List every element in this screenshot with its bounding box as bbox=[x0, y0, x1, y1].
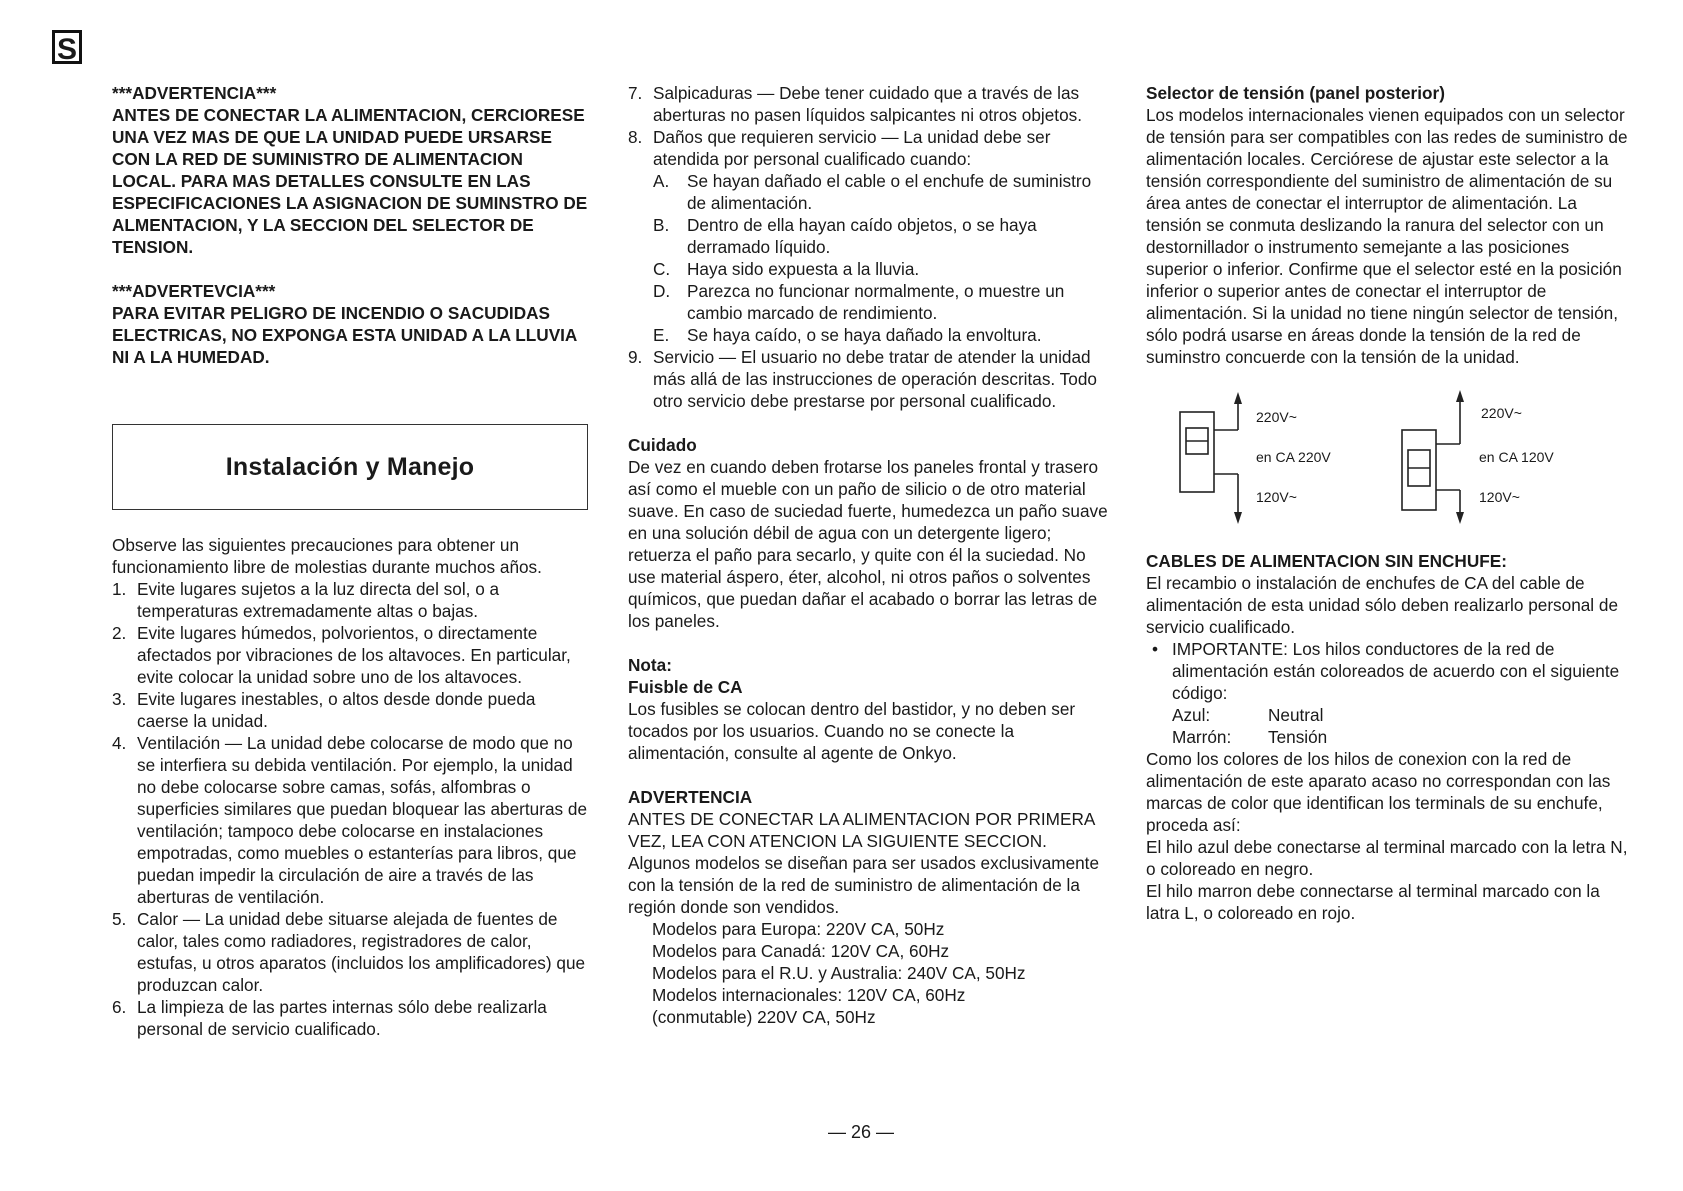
switch-120-graphic bbox=[1402, 390, 1464, 524]
voltage-selector-diagram bbox=[1146, 390, 1636, 550]
intro-text: Observe las siguientes precauciones para obtener un funcionamiento libre de molestias durante muchos años. bbox=[112, 535, 542, 577]
sub-item: B. Dentro de ella hayan caído objetos, o se haya derramado líquido. bbox=[653, 215, 1037, 257]
list-item: 5. Calor — La unidad debe situarse alejada de fuentes de calor, tales como radiadores, registradores de calor, estufas, u otros aparatos (incluidos los amplificadores) que produzcan calor. bbox=[112, 909, 586, 995]
list-item: 9. Servicio — El usuario no debe tratar de atender la unidad más allá de las instrucciones de operación descritas. Todo otro servicio debe prestarse por personal cualificado. bbox=[628, 347, 1097, 411]
cables-text: El recambio o instalación de enchufes de CA del cable de alimentación de esta unidad sólo deben realizarlo personal de servicio cualificado. bbox=[1146, 573, 1619, 637]
color-code-row: Azul: Neutral bbox=[1172, 705, 1324, 725]
right-top-label: 220V~ bbox=[1481, 405, 1522, 421]
service-sublist bbox=[653, 170, 1108, 346]
model-line: Modelos internacionales: 120V CA, 60Hz bbox=[652, 985, 966, 1005]
column-left bbox=[112, 82, 588, 1040]
blue-wire-text: El hilo azul debe conectarse al terminal marcado con la letra N, o coloreado en negro. bbox=[1146, 837, 1628, 879]
bullet-icon: • bbox=[1152, 639, 1159, 659]
warning2-text: PARA EVITAR PELIGRO DE INCENDIO O SACUDIDAS ELECTRICAS, NO EXPONGA ESTA UNIDAD A LA LLUVIA NI A LA HUMEDAD. bbox=[112, 303, 577, 367]
model-line: Modelos para Canadá: 120V CA, 60Hz bbox=[652, 941, 950, 961]
selector-text: Los modelos internacionales vienen equipados con un selector de tensión para ser compatibles con las redes de suministro de alimentación locales. Cerciórese de ajustar este selector a la tensión correspondiente del suministro de alimentación de su área antes de conectar el interruptor de alimentación. La tensión se conmuta deslizando la ranura del selector con un destornillador o instrumento semejante a las posiciones superior o inferior. Confirme que el selector esté en la posición inferior o superior antes de conectar el interruptor de alimentación. Si la unidad no tiene ningún selector de tensión, sólo podrá usarse en áreas donde la tensión de la red de suminstro concuerde con la tensión de la unidad. bbox=[1146, 105, 1628, 367]
warning1-text: ANTES DE CONECTAR LA ALIMENTACION, CERCIORESE UNA VEZ MAS DE QUE LA UNIDAD PUEDE URSARSE CON LA RED DE SUMINISTRO DE ALIMENTACION LOCAL. PARA MAS DETALLES CONSULTE EN LAS ESPECIFICACIONES LA ASIGNACION DE SUMINSTRO DE ALMENTACION, Y LA SECCION DEL SELECTOR DE TENSION. bbox=[112, 105, 588, 257]
cables-title: CABLES DE ALIMENTACION SIN ENCHUFE: bbox=[1146, 551, 1507, 571]
page-number: — 26 — bbox=[828, 1122, 895, 1142]
care-title: Cuidado bbox=[628, 435, 697, 455]
list-item: 8. Daños que requieren servicio — La unidad debe ser atendida por personal cualificado cuando: A. Se hayan dañado el cable o el enchufe de suministro de alimentación. B. Dentro de ella hayan caído objetos, o se haya derramado líquido. C. Haya sido expuesta a la lluvia. D. Parezca no funcionar normalmente, o muestre un cambio marcado de rendimiento. E. Se haya caído, o se haya dañado la envoltura. bbox=[628, 126, 1108, 346]
sub-item: A. Se hayan dañado el cable o el enchufe de suministro de alimentación. bbox=[653, 171, 1092, 213]
important-note: • IMPORTANTE: Los hilos conductores de la red de alimentación están coloreados de acuerdo con el siguiente código: Azul: Neutral Marrón: Tensión bbox=[1146, 638, 1636, 748]
selector-title: Selector de tensión (panel posterior) bbox=[1146, 83, 1445, 103]
advertencia-title: ADVERTENCIA bbox=[628, 787, 753, 807]
sub-item: E. Se haya caído, o se haya dañado la envoltura. bbox=[653, 325, 1042, 345]
sub-item: C. Haya sido expuesta a la lluvia. bbox=[653, 259, 920, 279]
list-item: 6. La limpieza de las partes internas sólo debe realizarla personal de servicio cualificado. bbox=[112, 997, 547, 1039]
advertencia-caps: ANTES DE CONECTAR LA ALIMENTACION POR PRIMERA VEZ, LEA CON ATENCION LA SIGUIENTE SECCION. bbox=[628, 809, 1095, 851]
right-bottom-label: 120V~ bbox=[1479, 489, 1520, 505]
left-top-label: 220V~ bbox=[1256, 409, 1297, 425]
brown-wire-text: El hilo marron debe connectarse al terminal marcado con la latra L, o coloreado en rojo. bbox=[1146, 881, 1600, 923]
switch-220-graphic bbox=[1180, 392, 1242, 524]
list-item: 1. Evite lugares sujetos a la luz directa del sol, o a temperaturas extremadamente altas o bajas. bbox=[112, 579, 500, 621]
note-title: Nota: bbox=[628, 655, 672, 675]
model-line: Modelos para el R.U. y Australia: 240V CA, 50Hz bbox=[652, 963, 1026, 983]
voltage-selector-svg bbox=[1146, 390, 1636, 550]
warning2-title: ***ADVERTEVCIA*** bbox=[112, 281, 276, 301]
list-item: 2. Evite lugares húmedos, polvorientos, o directamente afectados por vibraciones de los altavoces. En particular, evite colocar la unidad sobre uno de los altavoces. bbox=[112, 623, 571, 687]
warning1-title: ***ADVERTENCIA*** bbox=[112, 83, 277, 103]
precautions-list-cont bbox=[628, 82, 1108, 412]
list-item: 4. Ventilación — La unidad debe colocarse de modo que no se interfiera su debida ventilación. Por ejemplo, la unidad no debe colocarse sobre camas, sofás, alfombras o superficies similares que puedan bloquear las aberturas de ventilación; tampoco debe colocarse en instalaciones empotradas, como muebles o estanterías para libros, que puedan impedir la circulación de aire a través de las aberturas de ventilación. bbox=[112, 733, 588, 907]
column-middle bbox=[628, 82, 1108, 1028]
color-code-row: Marrón: Tensión bbox=[1172, 727, 1328, 747]
care-text: De vez en cuando deben frotarse los paneles frontal y trasero así como el mueble con un paño de silicio o de otro material suave. En caso de suciedad fuerte, humedezca un paño suave en una solución débil de agua con un detergente ligero; retuerza el paño para secarlo, y quite con él la suciedad. No use material áspero, éter, alcohol, ni otros paños o solventes químicos, que puedan dañar el acabado o borrar las letras de los paneles. bbox=[628, 457, 1108, 631]
section-title: Instalación y Manejo bbox=[225, 453, 475, 481]
precautions-list bbox=[112, 578, 588, 1040]
left-bottom-label: 120V~ bbox=[1256, 489, 1297, 505]
section-title-box bbox=[112, 424, 588, 510]
models-list bbox=[628, 918, 1108, 1028]
model-line: (conmutable) 220V CA, 50Hz bbox=[652, 1007, 876, 1027]
column-right bbox=[1146, 82, 1636, 924]
model-line: Modelos para Europa: 220V CA, 50Hz bbox=[652, 919, 945, 939]
fuse-text: Los fusibles se colocan dentro del bastidor, y no deben ser tocados por los usuarios. Cuando no se conecte la alimentación, consulte al agente de Onkyo. bbox=[628, 699, 1076, 763]
wires-text: Como los colores de los hilos de conexion con la red de alimentación de este aparato acaso no correspondan con las marcas de color que identifican los terminals de su enchufe, proceda así: bbox=[1146, 749, 1611, 835]
sub-item: D. Parezca no funcionar normalmente, o muestre un cambio marcado de rendimiento. bbox=[653, 281, 1065, 323]
language-badge: S bbox=[52, 30, 82, 64]
advertencia-text: Algunos modelos se diseñan para ser usados exclusivamente con la tensión de la red de suministro de alimentación de la región donde son vendidos. bbox=[628, 853, 1100, 917]
left-mid-label: en CA 220V bbox=[1256, 449, 1331, 465]
list-item: 3. Evite lugares inestables, o altos desde donde pueda caerse la unidad. bbox=[112, 689, 536, 731]
list-item: 7. Salpicaduras — Debe tener cuidado que a través de las aberturas no pasen líquidos salpicantes ni otros objetos. bbox=[628, 83, 1082, 125]
fuse-title: Fuisble de CA bbox=[628, 677, 743, 697]
right-mid-label: en CA 120V bbox=[1479, 449, 1554, 465]
